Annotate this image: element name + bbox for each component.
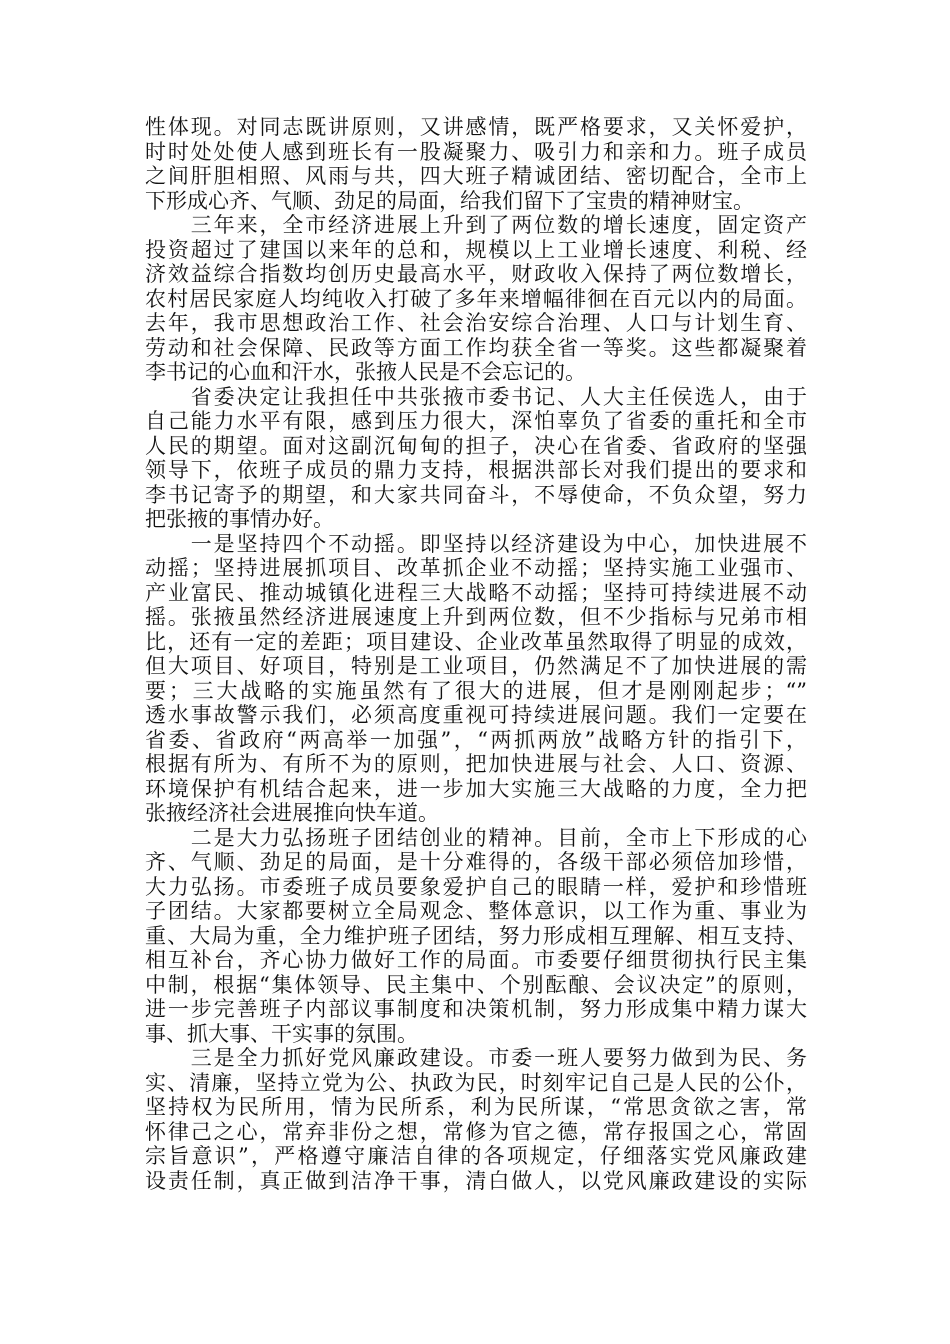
text-line: 把张掖的事情办好。: [145, 507, 334, 531]
text-line: 但大项目、好项目，特别是工业项目，仍然满足不了加快进展的需: [145, 654, 807, 678]
text-line: 大力弘扬。市委班子成员要象爱护自己的眼睛一样，爱护和珍惜班: [145, 874, 807, 899]
text-line: 省委、省政府“两高举一加强”，“两抓两放”战略方针的指引下，: [145, 727, 807, 752]
text-line: 环境保护有机结合起来，进一步加大实施三大战略的力度，全力把: [145, 776, 807, 801]
text-line: 一是坚持四个不动摇。即坚持以经济建设为中心，加快进展不: [145, 531, 807, 556]
text-line: 动摇；坚持进展抓项目、改革抓企业不动摇；坚持实施工业强市、: [145, 556, 807, 580]
text-line: 人民的期望。面对这副沉甸甸的担子，决心在省委、省政府的坚强: [145, 433, 807, 458]
text-line: 三是全力抓好党风廉政建设。市委一班人要努力做到为民、务: [145, 1046, 807, 1070]
text-line: 张掖经济社会进展推向快车道。: [145, 801, 439, 825]
text-line: 李书记寄予的期望，和大家共同奋斗，不辱使命，不负众望，努力: [145, 482, 807, 507]
paragraph: [145, 385, 807, 532]
text-line: 产业富民、推动城镇化进程三大战略不动摇；坚持可持续进展不动: [145, 580, 807, 605]
text-line: 根据有所为、有所不为的原则，把加快进展与社会、人口、资源、: [145, 752, 807, 776]
text-line: 实、清廉，坚持立党为公、执政为民，时刻牢记自己是人民的公仆，: [145, 1070, 807, 1095]
paragraph: [145, 826, 807, 1047]
text-line: 去年，我市思想政治工作、社会治安综合治理、人口与计划生育、: [145, 311, 807, 335]
text-line: 要；三大战略的实施虽然有了很大的进展，但才是刚刚起步；“”: [145, 678, 807, 703]
paragraph: [145, 115, 807, 213]
text-line: 农村居民家庭人均纯收入打破了多年来增幅徘徊在百元以内的局面。: [145, 286, 807, 311]
text-line: 二是大力弘扬班子团结创业的精神。目前，全市上下形成的心: [145, 825, 807, 850]
text-line: 性体现。对同志既讲原则，又讲感情，既严格要求，又关怀爱护，: [145, 115, 807, 139]
text-line: 下形成心齐、气顺、劲足的局面，给我们留下了宝贵的精神财宝。: [145, 188, 754, 213]
text-line: 齐、气顺、劲足的局面，是十分难得的，各级干部必须倍加珍惜，: [145, 850, 807, 874]
paragraph: [145, 1046, 807, 1193]
text-line: 坚持权为民所用，情为民所系，利为民所谋，“常思贪欲之害，常: [145, 1095, 807, 1119]
text-line: 之间肝胆相照、风雨与共，四大班子精诚团结、密切配合，全市上: [145, 164, 807, 188]
text-line: 透水事故警示我们，必须高度重视可持续进展问题。我们一定要在: [145, 703, 807, 727]
text-line: 中制，根据“集体领导、民主集中、个别酝酿、会议决定”的原则，: [145, 972, 807, 997]
text-line: 事、抓大事、干实事的氛围。: [145, 1021, 418, 1046]
text-line: 设责任制，真正做到洁净干事，清白做人，以党风廉政建设的实际: [145, 1168, 807, 1193]
text-line: 时时处处使人感到班长有一股凝聚力、吸引力和亲和力。班子成员: [145, 139, 807, 164]
text-line: 济效益综合指数均创历史最高水平，财政收入保持了两位数增长，: [145, 262, 807, 286]
paragraph: [145, 213, 807, 385]
text-line: 相互补台，齐心协力做好工作的局面。市委要仔细贯彻执行民主集: [145, 948, 807, 972]
text-line: 宗旨意识”，严格遵守廉洁自律的各项规定，仔细落实党风廉政建: [145, 1144, 807, 1168]
text-line: 投资超过了建国以来年的总和，规模以上工业增长速度、利税、经: [145, 237, 807, 262]
text-line: 重、大局为重，全力维护班子团结，努力形成相互理解、相互支持、: [145, 923, 807, 948]
text-line: 三年来，全市经济进展上升到了两位数的增长速度，固定资产: [145, 213, 807, 237]
text-line: 劳动和社会保障、民政等方面工作均获全省一等奖。这些都凝聚着: [145, 335, 807, 360]
text-line: 子团结。大家都要树立全局观念、整体意识，以工作为重、事业为: [145, 899, 807, 923]
document-page: [145, 115, 807, 1193]
text-line: 摇。张掖虽然经济进展速度上升到两位数，但不少指标与兄弟市相: [145, 605, 807, 629]
text-line: 李书记的心血和汗水，张掖人民是不会忘记的。: [145, 360, 586, 384]
text-line: 怀律己之心，常弃非份之想，常修为官之德，常存报国之心，常固: [145, 1119, 807, 1144]
paragraph: [145, 532, 807, 826]
text-line: 省委决定让我担任中共张掖市委书记、人大主任侯选人，由于: [145, 384, 807, 409]
text-line: 自己能力水平有限，感到压力很大，深怕辜负了省委的重托和全市: [145, 409, 807, 433]
text-line: 比，还有一定的差距；项目建设、企业改革虽然取得了明显的成效，: [145, 629, 807, 654]
text-line: 领导下，依班子成员的鼎力支持，根据洪部长对我们提出的要求和: [145, 458, 807, 482]
text-line: 进一步完善班子内部议事制度和决策机制，努力形成集中精力谋大: [145, 997, 807, 1021]
